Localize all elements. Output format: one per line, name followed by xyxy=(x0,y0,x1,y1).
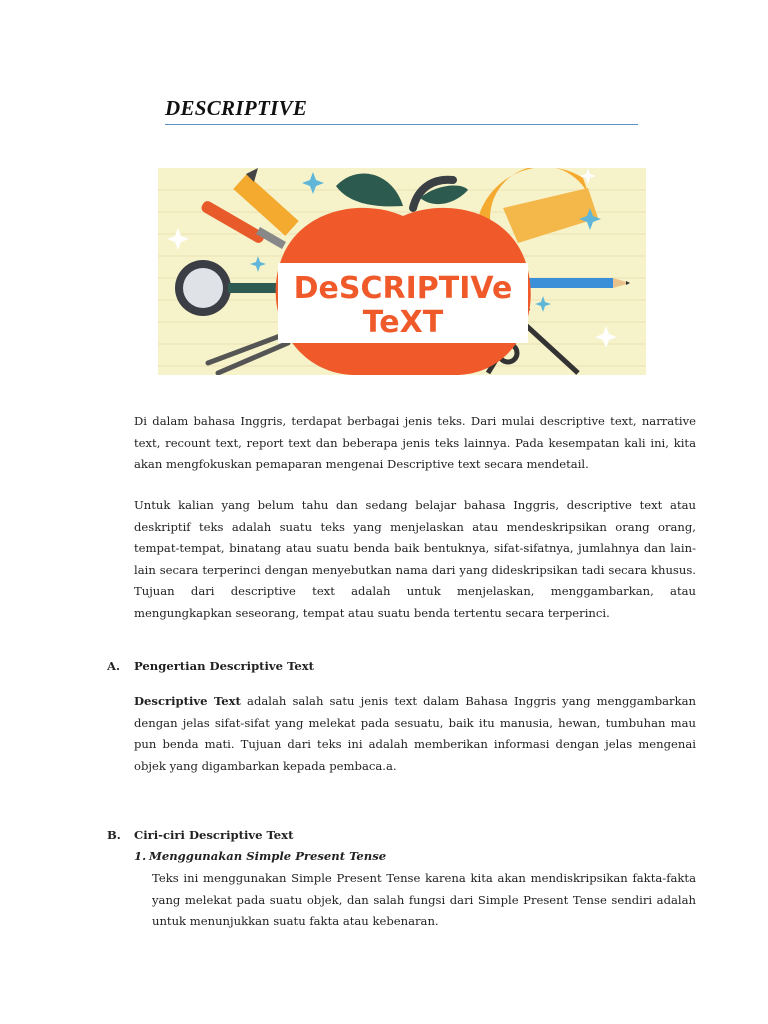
title-underline xyxy=(165,124,638,125)
hero-title-line2: TeXT xyxy=(362,305,444,340)
section-a-heading xyxy=(107,659,315,673)
section-a-body: adalah salah satu jenis text dalam Bahasa Inggris yang menggambarkan dengan jelas sifat-sifat yang melekat pada sesuatu, baik itu manusia, hewan, tumbuhan mau pun benda mati. Tujuan dari teks ini adalah memberikan informasi dengan jelas mengenai objek yang digambarkan kepada pembaca.a. xyxy=(134,694,696,773)
hero-title-line1: DeSCRIPTIVe xyxy=(293,271,513,306)
section-b-letter: B. xyxy=(107,828,121,842)
section-b-item-1-body: Teks ini menggunakan Simple Present Tense karena kita akan mendiskripsikan fakta-fakta yang melekat pada suatu objek, dan salah fungsi dari Simple Present Tense sendiri adalah untuk menunjukkan suatu fakta atau kebenaran. xyxy=(152,871,696,928)
section-b-heading xyxy=(107,828,294,842)
section-b-item-1-number: 1. xyxy=(134,849,147,863)
page-title: DESCRIPTIVE xyxy=(165,96,308,120)
blue-pencil-icon xyxy=(523,278,630,288)
section-b-title: Ciri-ciri Descriptive Text xyxy=(134,828,294,842)
intro-paragraph-2: Untuk kalian yang belum tahu dan sedang belajar bahasa Inggris, descriptive text atau deskriptif teks adalah suatu teks yang menjelaskan atau mendeskripsikan orang orang, tempat-tempat, binatang atau suatu benda baik bentuknya, sifat-sifatnya, jumlahnya dan lain-lain secara terperinci dengan menyebutkan nama dari yang dideskripsikan tadi secara khusus. Tujuan dari descriptive text adalah untuk menjelaskan, menggambarkan, atau mengungkapkan seseorang, tempat atau suatu benda tertentu secara terperinci. xyxy=(134,498,696,620)
section-a-paragraph xyxy=(134,691,696,777)
section-b-item-1-title: Menggunakan Simple Present Tense xyxy=(149,849,387,863)
intro-paragraph-1: Di dalam bahasa Inggris, terdapat berbagai jenis teks. Dari mulai descriptive text, narrative text, recount text, report text dan beberapa jenis teks lainnya. Pada kesempatan kali ini, kita akan mengfokuskan pemaparan mengenai Descriptive text secara mendetail. xyxy=(134,414,696,471)
section-a-title: Pengertian Descriptive Text xyxy=(134,659,315,673)
descriptive-text-term: Descriptive Text xyxy=(134,694,241,708)
section-a-letter: A. xyxy=(107,659,121,673)
hero-illustration xyxy=(158,168,646,375)
